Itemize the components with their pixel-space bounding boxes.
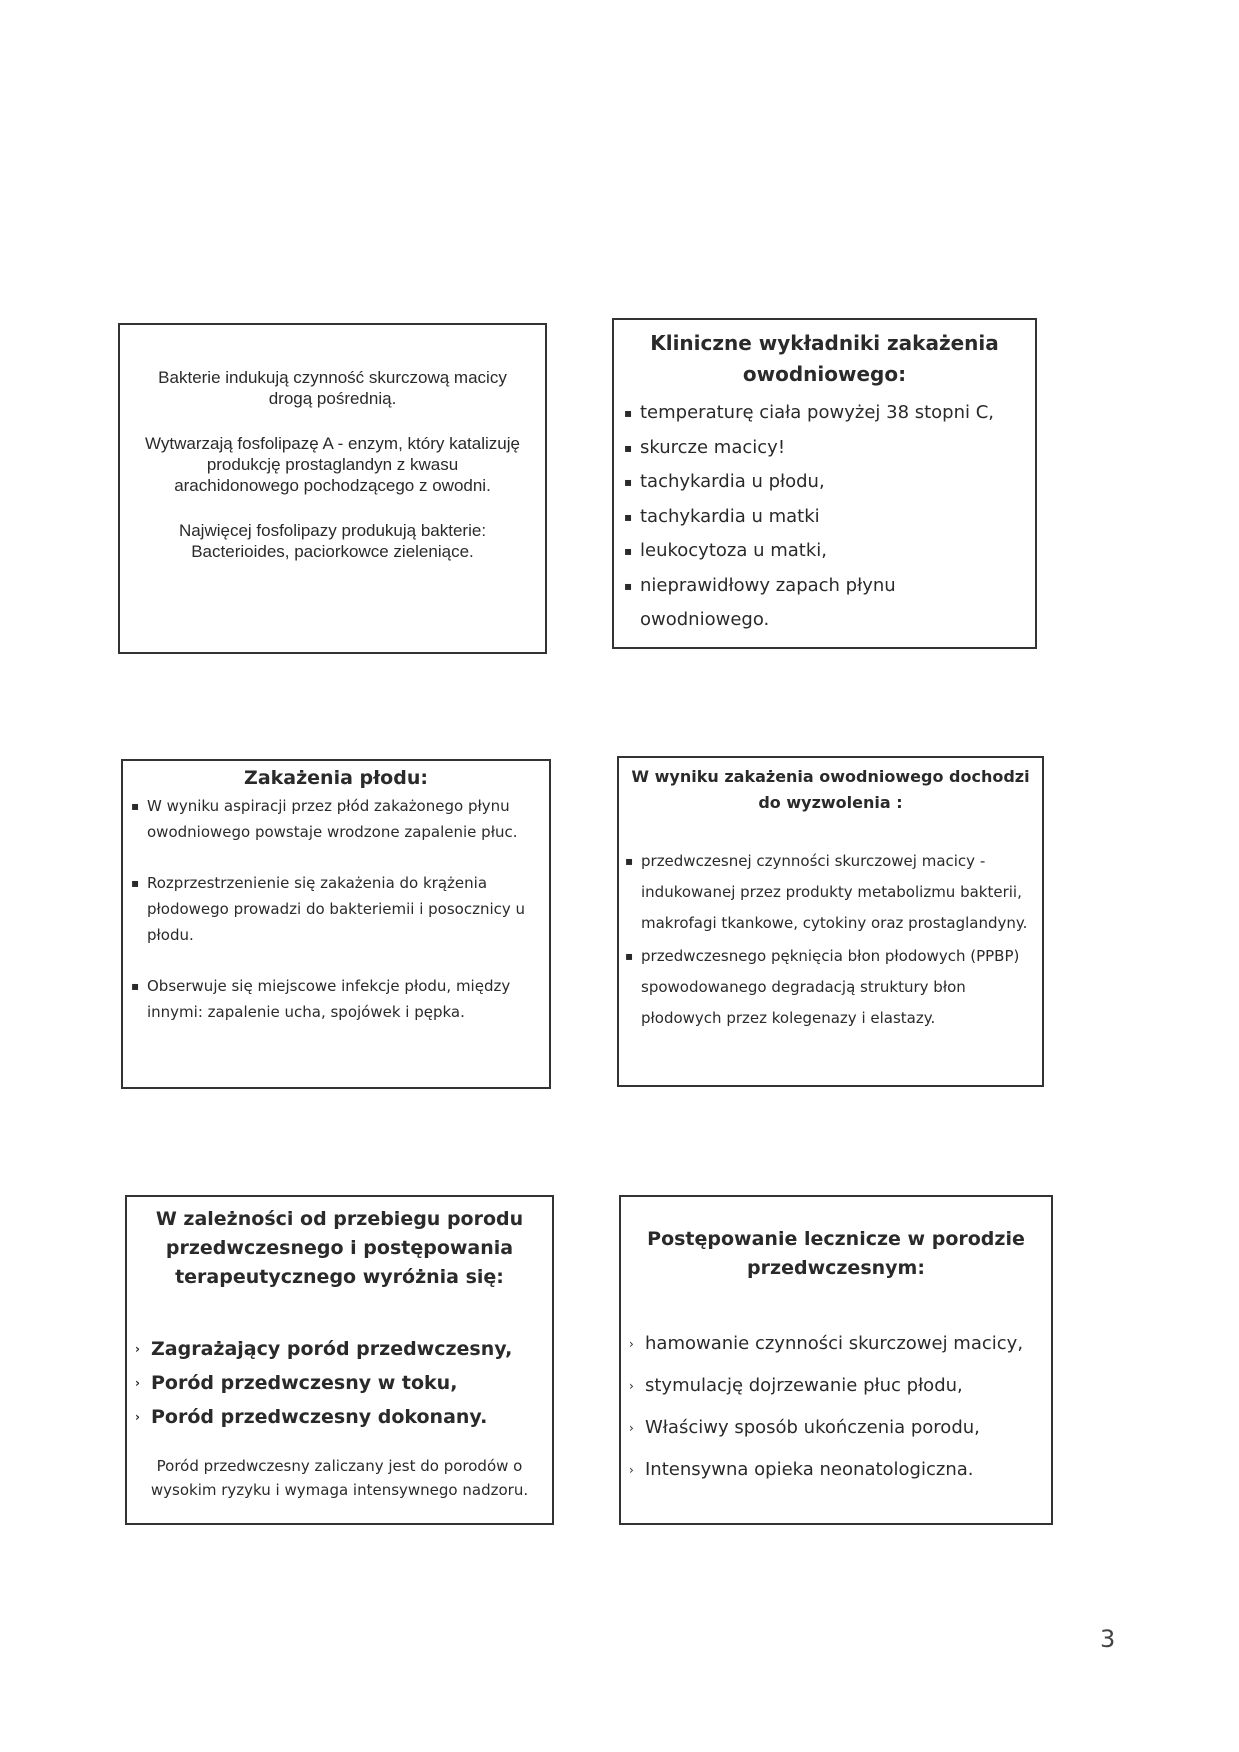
slide-infection-triggers: [617, 756, 1044, 1087]
list-item: › Intensywna opieka neonatologiczna.: [629, 1449, 1043, 1491]
list-item: ▪ temperaturę ciała powyżej 38 stopni C,: [624, 396, 1025, 431]
list-item: ▪ przedwczesnego pęknięcia błon płodowych (PPBP) spowodowanego degradacją struktury błon płodowych przez kolegenazy i elastazy.: [625, 941, 1036, 1034]
bullet-icon: ▪: [624, 578, 633, 593]
slide5-list: [135, 1332, 544, 1434]
chevron-right-icon: ›: [629, 1379, 634, 1393]
slide5-title: W zależności od przebiegu porodu przedwczesnego i postępowania terapeutycznego wyróżnia się:: [155, 1208, 524, 1288]
bullet-icon: ▪: [131, 799, 140, 813]
bullet-icon: ▪: [131, 876, 140, 890]
bullet-icon: ▪: [624, 440, 633, 455]
bullet-icon: ▪: [624, 509, 633, 524]
list-item: ▪ nieprawidłowy zapach płynu owodniowego.: [624, 569, 1025, 638]
chevron-right-icon: ›: [135, 1376, 140, 1390]
page-number: 3: [1100, 1625, 1116, 1653]
list-item: › Poród przedwczesny dokonany.: [135, 1400, 544, 1434]
slide-bacteria-mechanism: [118, 323, 547, 654]
slide4-list: [625, 846, 1036, 1034]
slide4-title: W wyniku zakażenia owodniowego dochodzi do wyzwolenia :: [631, 767, 1030, 812]
bullet-icon: ▪: [625, 854, 634, 868]
list-item: ▪ tachykardia u płodu,: [624, 465, 1025, 500]
list-item: ▪ Obserwuje się miejscowe infekcje płodu, między innymi: zapalenie ucha, spojówek i pępka.: [131, 973, 541, 1025]
list-item: ▪ tachykardia u matki: [624, 500, 1025, 535]
chevron-right-icon: ›: [629, 1337, 634, 1351]
list-item: › Właściwy sposób ukończenia porodu,: [629, 1407, 1043, 1449]
list-item: ▪ skurcze macicy!: [624, 431, 1025, 466]
slide-preterm-labor-types: [125, 1195, 554, 1525]
slide1-paragraph-1: Bakterie indukują czynność skurczową macicy drogą pośrednią.: [158, 368, 507, 408]
slide2-title: Kliniczne wykładniki zakażenia owodniowego:: [650, 331, 999, 386]
slide3-title: Zakażenia płodu:: [244, 767, 428, 789]
list-item: ▪ przedwczesnej czynności skurczowej macicy - indukowanej przez produkty metabolizmu bakterii, makrofagi tkankowe, cytokiny oraz prostaglandyny.: [625, 846, 1036, 939]
bullet-icon: ▪: [625, 949, 634, 963]
slide5-note: Poród przedwczesny zaliczany jest do porodów o wysokim ryzyku i wymaga intensywnego nadzoru.: [150, 1457, 529, 1499]
chevron-right-icon: ›: [135, 1342, 140, 1356]
bullet-icon: ▪: [131, 979, 140, 993]
slide-treatment: [619, 1195, 1053, 1525]
list-item: ▪ Rozprzestrzenienie się zakażenia do krążenia płodowego prowadzi do bakteriemii i posocznicy u płodu.: [131, 870, 541, 948]
list-item: › Zagrażający poród przedwczesny,: [135, 1332, 544, 1366]
bullet-icon: ▪: [624, 475, 633, 489]
slide1-paragraph-2: Wytwarzają fosfolipazę A - enzym, który katalizuję produkcję prostaglandyn z kwasu arachidonowego pochodzącego z owodni.: [145, 434, 520, 495]
slide-fetal-infections: [121, 759, 551, 1089]
slide6-list: [629, 1323, 1043, 1491]
chevron-right-icon: ›: [629, 1421, 634, 1435]
chevron-right-icon: ›: [135, 1410, 140, 1424]
slide6-title: Postępowanie lecznicze w porodzie przedwczesnym:: [647, 1228, 1025, 1279]
slide-clinical-indicators: [612, 318, 1037, 649]
list-item: ▪ W wyniku aspiracji przez płód zakażonego płynu owodniowego powstaje wrodzone zapalenie płuc.: [131, 793, 541, 845]
list-item: › stymulację dojrzewanie płuc płodu,: [629, 1365, 1043, 1407]
slide3-list: [131, 793, 541, 1025]
list-item: ▪ leukocytoza u matki,: [624, 534, 1025, 569]
bullet-icon: ▪: [624, 544, 633, 558]
list-item: › hamowanie czynności skurczowej macicy,: [629, 1323, 1043, 1365]
slide2-list: [624, 396, 1025, 638]
list-item: › Poród przedwczesny w toku,: [135, 1366, 544, 1400]
bullet-icon: ▪: [624, 406, 633, 420]
chevron-right-icon: ›: [629, 1463, 634, 1477]
slide1-paragraph-3: Najwięcej fosfolipazy produkują bakterie: Bacterioides, paciorkowce zieleniące.: [178, 521, 487, 561]
